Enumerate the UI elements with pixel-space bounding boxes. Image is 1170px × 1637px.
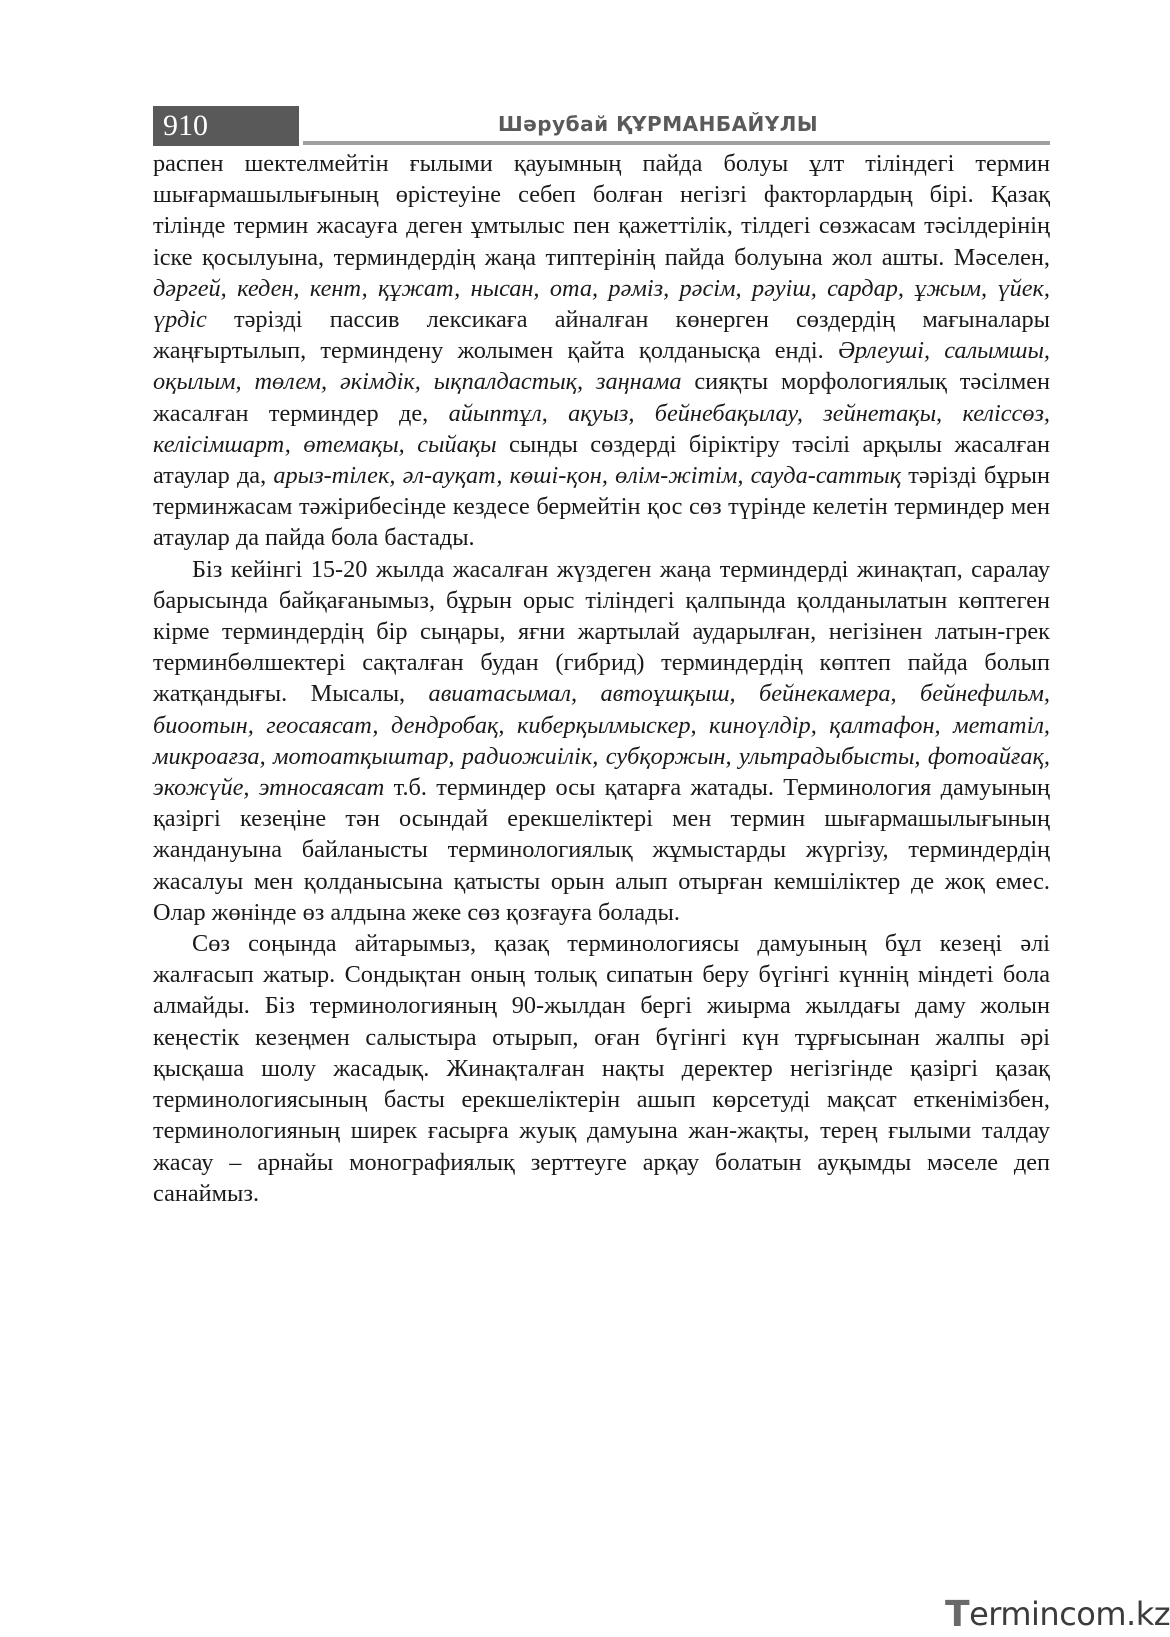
running-header-author: Шәрубай ҚҰРМАНБАЙҰЛЫ xyxy=(498,112,819,136)
termincom-logo xyxy=(945,1594,1170,1634)
page-number-box xyxy=(153,106,299,146)
logo-o-mark: o xyxy=(1076,1595,1096,1633)
text-run: сынды сөздерді біріктіру тәсілі арқылы жасалған атаулар да, xyxy=(153,430,1050,490)
paragraph-2 xyxy=(153,554,1050,928)
italic-term-list: айыптұл, ақуыз, бейнебақылау, зейнетақы, келіссөз, келісімшарт, өтемақы, сыйақы xyxy=(153,399,1050,458)
page-number: 910 xyxy=(163,109,208,142)
italic-term-list: Әрлеуші, салымшы, оқылым, төлем, әкімдік, ықпалдастық, заңнама xyxy=(153,337,1050,396)
text-run: Сөз соңында айтарымыз, қазақ терминологиясы дамуының бұл кезеңі әлі жалғасып жатыр. Сондықтан оның толық сипатын беру бүгінгі күннің міндеті бола алмайды. Біз терминологияның 90-жылдан бергі жиырма жылдағы даму жолын кеңестік кезеңмен салыстыра отырып, оған бүгінгі күн тұрғысынан жалпы әрі қысқаша шолу жасадық. Жинақталған нақты деректер негізгінде қазіргі қазақ терминологиясының басты ерекшеліктерін ашып көрсетуді мақсат еткенімізбен, терминологияның ширек ғасырға жуық дамуына жан-жақты, терең ғылыми талдау жасау – арнайы монографиялық зерттеуге арқау болатын ауқымды мәселе деп санаймыз. xyxy=(153,930,1050,1207)
page-header xyxy=(153,106,1050,146)
text-run: тәрізді бұрын терминжасам тәжірибесінде кездесе бермейтін қос сөз түрінде келетін терминдер мен атаулар да пайда бола бастады. xyxy=(153,462,1050,552)
paragraph-1 xyxy=(153,148,1050,554)
header-rule xyxy=(303,141,1050,145)
italic-term-list: авиатасымал, автоұшқыш, бейнекамера, бейнефильм, биоотын, геосаясат, дендробақ, киберқылмыскер, киноүлдір, қалтафон, метатіл, микроағза, мотоатқыштар, радиожиілік, субқоржын, ультрадыбысты, фотоайғақ, экожүйе, этносаясат xyxy=(153,680,1050,802)
text-run: т.б. терминдер осы қатарға жатады. Терминология дамуының қазіргі кезеңіне тән осындай ерекшеліктері мен термин шығармашылығының жандануына байланысты терминологиялық жұмыстарды жүргізу, терминдердің жасалуы мен қолданысына қатысты орын алып отырған кемшіліктер де жоқ емес. Олар жөнінде өз алдына жеке сөз қозғауға болады. xyxy=(153,774,1050,926)
logo-t-mark: T xyxy=(945,1593,970,1635)
text-run: Біз кейінгі 15-20 жылда жасалған жүздеген жаңа терминдерді жинақтап, саралау барысында байқағанымыз, бұрын орыс тіліндегі қалпында қолданылатын көптеген кірме терминдердің бір сыңары, яғни жартылай аударылған, негізінен латын-грек терминбөлшектері сақталған будан (гибрид) терминдердің көптеп пайда болып жатқандығы. Мысалы, xyxy=(153,555,1050,708)
italic-term-list: арыз-тілек, әл-ауқат, көші-қон, өлім-жітім, сауда-саттық xyxy=(273,462,902,490)
italic-term-list: дәргей, кеден, кент, құжат, нысан, ота, рәміз, рәсім, рәуіш, сардар, ұжым, үйек, үрдіс xyxy=(153,274,1050,334)
body-text xyxy=(153,148,1050,1209)
text-run: тәрізді пассив лексикаға айналған көнерген сөздердің мағыналары жаңғыртылып, терминдену жолымен қайта қолданысқа енді. xyxy=(153,306,1050,365)
text-run: сияқты морфологиялық тәсілмен жасалған терминдер де, xyxy=(153,368,1050,427)
paragraph-3 xyxy=(153,928,1050,1209)
text-run: распен шектелмейтін ғылыми қауымның пайда болуы ұлт тіліндегі термин шығармашылығының өрістеуіне себеп болған негізгі факторлардың бірі. Қазақ тілінде термин жасауға деген ұмтылыс пен қажеттілік, тілдегі сөзжасам тәсілдерінің іске қосылуына, терминдердің жаңа типтерінің пайда болуына жол ашты. Мәселен, xyxy=(153,150,1050,271)
logo-suffix: m.kz xyxy=(1095,1595,1170,1633)
logo-text: erminc xyxy=(969,1595,1077,1633)
